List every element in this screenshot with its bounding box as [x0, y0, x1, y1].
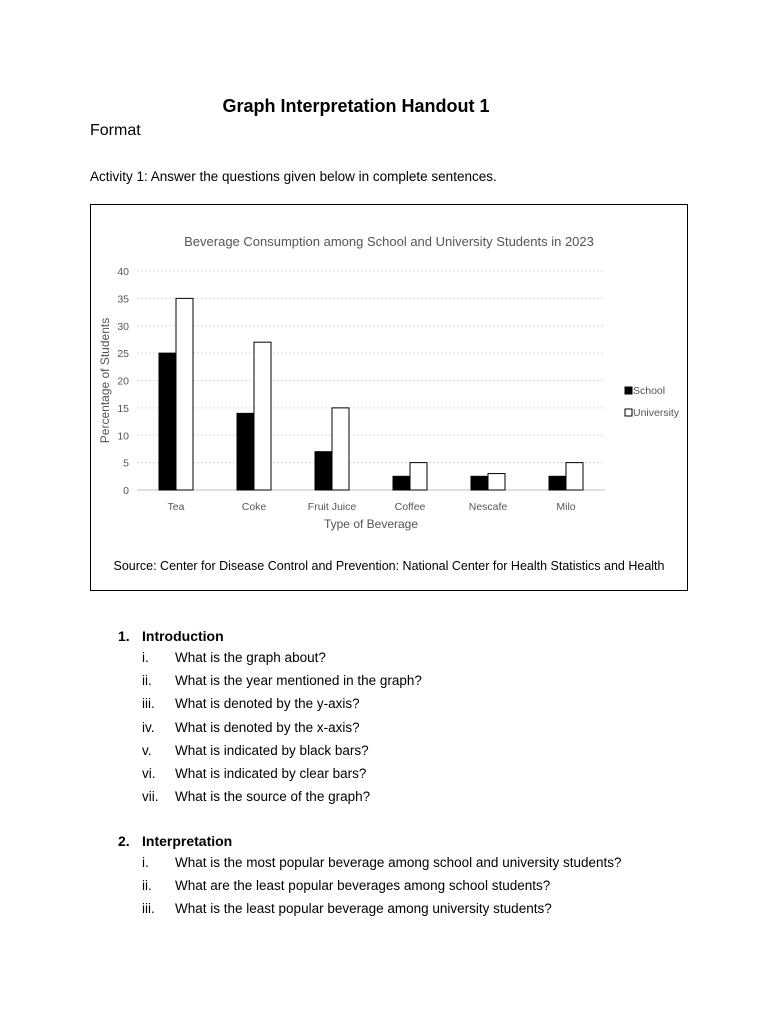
- bar-chart: [91, 205, 687, 590]
- question-numeral: ii.: [142, 673, 152, 689]
- section-number: 1.: [118, 628, 130, 644]
- bar-university: [332, 408, 349, 490]
- question-list: [118, 851, 622, 921]
- y-tick-label: 40: [117, 266, 129, 278]
- bar-university: [176, 298, 193, 490]
- x-tick-label: Milo: [556, 501, 576, 513]
- legend-swatch-university: [625, 409, 632, 416]
- question-item: [118, 692, 422, 715]
- chart-figure: [90, 204, 688, 591]
- y-tick-label: 15: [117, 402, 129, 415]
- bar-university: [410, 463, 427, 490]
- question-text: What is denoted by the x-axis?: [175, 719, 360, 735]
- section-title: Interpretation: [142, 833, 233, 849]
- x-tick-label: Nescafe: [468, 501, 508, 513]
- bar-school: [315, 452, 332, 490]
- question-item: [118, 785, 422, 808]
- bar-school: [393, 476, 410, 490]
- y-tick-label: 35: [117, 293, 129, 306]
- question-text: What is the least popular beverage among university students?: [175, 901, 552, 917]
- question-text: What is the source of the graph?: [175, 789, 371, 805]
- section-interpretation: [118, 831, 622, 921]
- y-tick-label: 30: [117, 320, 129, 333]
- activity-instruction: Activity 1: Answer the questions given below in complete sentences.: [90, 169, 497, 184]
- bar-school: [549, 476, 566, 490]
- section-title: Introduction: [142, 628, 224, 644]
- question-list: [118, 646, 422, 808]
- x-tick-label: Coke: [241, 501, 267, 513]
- question-text: What is indicated by clear bars?: [175, 765, 367, 781]
- y-tick-label: 5: [123, 457, 129, 470]
- question-item: [118, 897, 622, 920]
- question-text: What is the graph about?: [175, 650, 326, 665]
- question-numeral: vii.: [142, 789, 159, 805]
- question-numeral: i.: [142, 650, 149, 665]
- question-item: [118, 716, 422, 739]
- bar-university: [254, 342, 271, 490]
- section-introduction: [118, 626, 422, 808]
- x-tick-label: Tea: [167, 501, 185, 513]
- question-numeral: ii.: [142, 878, 152, 894]
- question-item: [118, 851, 622, 874]
- x-axis-label: Type of Beverage: [323, 517, 419, 531]
- question-item: [118, 739, 422, 762]
- y-axis-label: Percentage of Students: [98, 317, 112, 444]
- bar-school: [237, 413, 254, 490]
- section-heading: [118, 626, 422, 646]
- section-number: 2.: [118, 833, 130, 849]
- legend-label-school: School: [633, 385, 666, 397]
- legend-swatch-school: [625, 387, 632, 394]
- y-tick-label: 25: [117, 348, 129, 361]
- question-text: What is indicated by black bars?: [175, 742, 369, 758]
- x-tick-label: Coffee: [394, 501, 426, 513]
- question-text: What is denoted by the y-axis?: [175, 696, 360, 712]
- question-text: What are the least popular beverages among school students?: [175, 878, 551, 894]
- question-text: What is the year mentioned in the graph?: [175, 673, 422, 689]
- y-tick-label: 20: [117, 375, 129, 388]
- question-numeral: vi.: [142, 765, 156, 781]
- question-item: [118, 762, 422, 785]
- bar-school: [159, 353, 176, 490]
- document-title: Graph Interpretation Handout 1: [222, 96, 490, 116]
- chart-source: Source: Center for Disease Control and Prevention: National Center for Health Statistics and Health: [113, 559, 665, 573]
- question-numeral: v.: [142, 742, 152, 758]
- chart-title: Beverage Consumption among School and University Students in 2023: [184, 234, 594, 249]
- question-numeral: iii.: [142, 696, 155, 712]
- section-heading: [118, 831, 622, 851]
- question-text: What is the most popular beverage among school and university students?: [175, 855, 622, 870]
- y-tick-label: 0: [123, 485, 129, 497]
- question-numeral: iv.: [142, 719, 155, 735]
- y-tick-label: 10: [117, 430, 129, 443]
- bar-school: [471, 476, 488, 490]
- question-numeral: i.: [142, 855, 149, 870]
- document-subtitle: Format: [90, 122, 141, 139]
- bar-university: [566, 463, 583, 490]
- x-tick-label: Fruit Juice: [307, 501, 357, 513]
- legend-label-university: University: [633, 407, 680, 419]
- bar-university: [488, 474, 505, 490]
- question-item: [118, 669, 422, 692]
- question-item: [118, 646, 422, 669]
- question-item: [118, 874, 622, 897]
- question-numeral: iii.: [142, 901, 155, 917]
